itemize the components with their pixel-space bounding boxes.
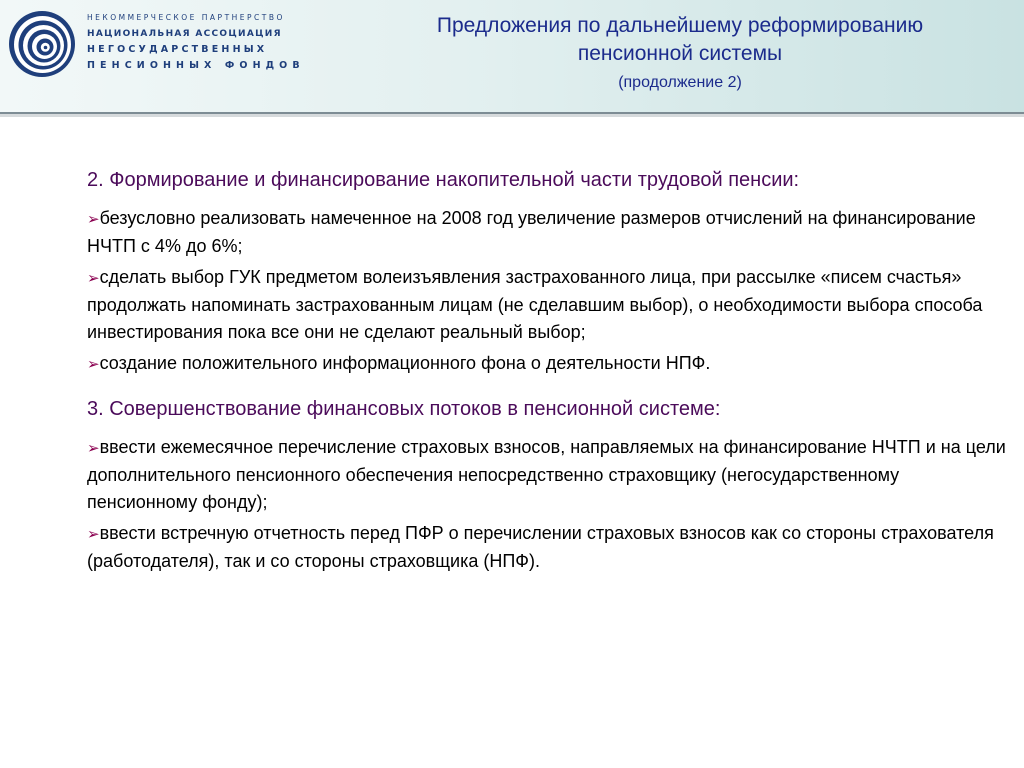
organization-name — [87, 10, 305, 74]
bullet-item — [87, 434, 1007, 516]
section-heading: 3. Совершенствование финансовых потоков в пенсионной системе: — [87, 398, 721, 420]
org-name-line: ПЕНСИОННЫХ ФОНДОВ — [87, 60, 305, 71]
bullet-text: ввести встречную отчетность перед ПФР о перечислении страховых взносов как со стороны страхователя (работодателя), так и со стороны страховщика (НПФ). — [87, 523, 994, 571]
bullet-text: сделать выбор ГУК предметом волеизъявления застрахованного лица, при рассылке «писем счастья» продолжать напоминать застрахованным лицам (не сделавшим выбор), о необходимости выбора способа инвестирования пока все они не сделают реальный выбор; — [87, 267, 983, 342]
slide-subtitle: (продолжение 2) — [618, 74, 742, 91]
slide-header — [0, 0, 1024, 114]
bullet-item — [87, 205, 1007, 260]
slide-body — [87, 167, 1007, 579]
org-name-line: НЕГОСУДАРСТВЕННЫХ — [87, 44, 268, 55]
arrow-bullet-icon: ➢ — [87, 440, 100, 457]
bullet-item — [87, 264, 1007, 346]
slide-title-line-1: Предложения по дальнейшему реформированию — [436, 14, 924, 37]
slide-title — [360, 12, 1000, 94]
org-name-line: НАЦИОНАЛЬНАЯ АССОЦИАЦИЯ — [87, 29, 282, 39]
org-name-line: НЕКОММЕРЧЕСКОЕ ПАРТНЕРСТВО — [87, 13, 285, 22]
arrow-bullet-icon: ➢ — [87, 526, 100, 543]
arrow-bullet-icon: ➢ — [87, 356, 100, 373]
bullet-item — [87, 350, 1007, 378]
arrow-bullet-icon: ➢ — [87, 270, 100, 287]
bullet-text: ввести ежемесячное перечисление страховых взносов, направляемых на финансирование НЧТП и на цели дополнительного пенсионного обеспечения непосредственно страховщику (негосударственному пенсионному фонду); — [87, 437, 1006, 512]
bullet-text: создание положительного информационного фона о деятельности НПФ. — [99, 353, 711, 373]
header-divider — [0, 114, 1024, 117]
bullet-item — [87, 520, 1007, 575]
bullet-text: безусловно реализовать намеченное на 2008 год увеличение размеров отчислений на финансирование НЧТП с 4% до 6%; — [87, 208, 976, 256]
section-heading: 2. Формирование и финансирование накопительной части трудовой пенсии: — [87, 169, 800, 191]
slide-title-line-2: пенсионной системы — [577, 42, 783, 65]
spiral-logo-icon — [7, 9, 77, 79]
arrow-bullet-icon: ➢ — [87, 211, 100, 228]
